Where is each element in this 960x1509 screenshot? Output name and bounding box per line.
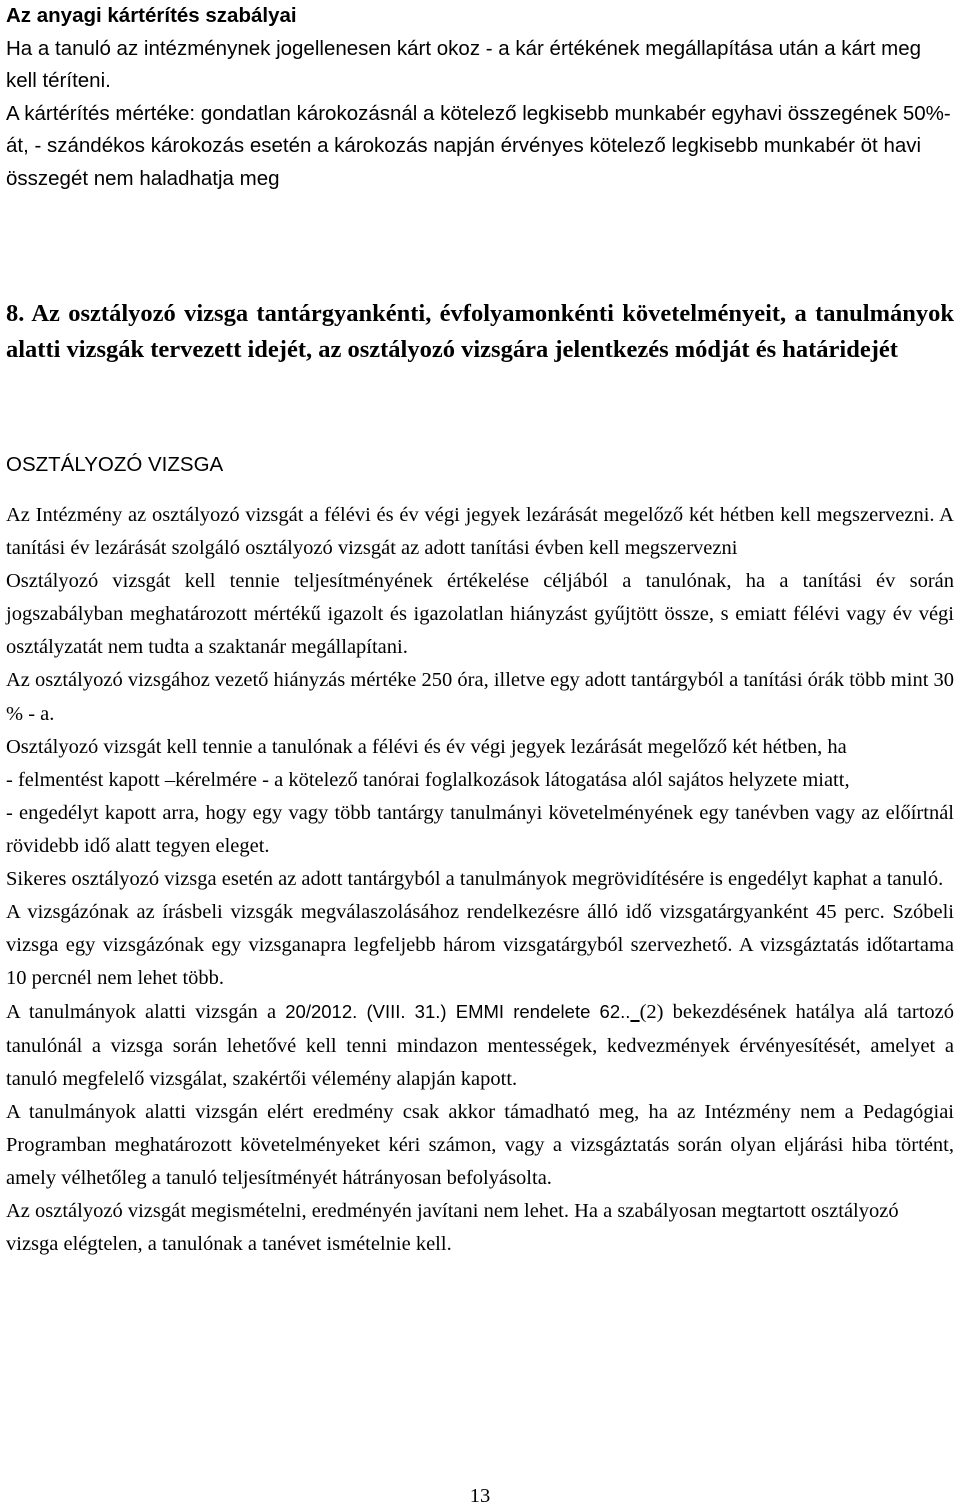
paragraph: A tanulmányok alatti vizsgán elért eredmény csak akkor támadható meg, ha az Intézmény nem a Pedagógiai Programban meghatározott követelményeket kéri számon, vagy a vizsgáztatás során olyan eljárási hiba történt, amely vélhetőleg a tanuló teljesítményét hátrányosan befolyásolta. [6, 1100, 954, 1189]
section-mark [630, 1001, 639, 1023]
section-heading: 8. Az osztályozó vizsga tantárgyankénti, évfolyamonkénti követelményeit, a tanulmányok alatti vizsgák tervezett idejét, az osztályozó vizsgára jelentkezés módját és határidejét [6, 300, 954, 363]
paragraph: A kártérítés mértéke: gondatlan károkozásnál a kötelező legkisebb munkabér egyhavi összegének 50%-át, - szándékos károkozás esetén a károkozás napján érvényes kötelező legkisebb munkabér öt havi összegét nem haladhatja meg [6, 101, 951, 190]
paragraph: Az Intézmény az osztályozó vizsgát a félévi és év végi jegyek lezárását megelőző két hétben kell megszervezni. A tanítási év lezárását szolgáló osztályozó vizsgát az adott tanítási évben kell megszervezni [6, 504, 954, 560]
paragraph: Osztályozó vizsgát kell tennie teljesítményének értékelése céljából a tanulónak, ha a tanítási év során jogszabályban meghatározott mértékű igazolt és igazolatlan hiányzást gyűjtött össze, s emiatt félévi vagy év végi osztályzatát nem tudta a szaktanár megállapítani. [6, 570, 954, 659]
exam-title: OSZTÁLYOZÓ VIZSGA [6, 453, 224, 476]
damages-section [6, 0, 954, 195]
body-text [6, 499, 954, 1261]
section-title: Az anyagi kártérítés szabályai [6, 4, 297, 27]
regulation-reference: 20/2012. (VIII. 31.) EMMI rendelete 62.. [285, 1001, 631, 1023]
paragraph: Sikeres osztályozó vizsga esetén az adott tantárgyból a tanulmányok megrövidítésére is engedélyt kaphat a tanuló. [6, 868, 944, 891]
text-run: A tanulmányok alatti vizsgán a [6, 1001, 286, 1024]
paragraph: Ha a tanuló az intézménynek jogellenesen kárt okoz - a kár értékének megállapítása után a kárt meg kell téríteni. [6, 36, 922, 92]
paragraph: - felmentést kapott –kérelmére - a kötelező tanórai foglalkozások látogatása alól sajátos helyzete miatt, [6, 768, 850, 791]
paragraph: Osztályozó vizsgát kell tennie a tanulónak a félévi és év végi jegyek lezárását megelőző két hétben, ha [6, 735, 847, 758]
text-run: (2) bekezdésének hatálya alá tartozó tanulónál a vizsga során lehetővé kell tenni mindazon mentességek, kedvezmények érvényesítését, amelyet a tanuló megfelelő vizsgálat, szakértői vélemény alapján kapott. [6, 1001, 954, 1090]
paragraph: Az osztályozó vizsgát megismételni, eredményén javítani nem lehet. Ha a szabályosan megtartott osztályozó vizsga elégtelen, a tanulónak a tanévet ismételnie kell. [6, 1199, 899, 1256]
page-number: 13 [469, 1485, 491, 1507]
paragraph: - engedélyt kapott arra, hogy egy vagy több tantárgy tanulmányi követelményének egy tanévben vagy az előírtnál rövidebb idő alatt tegyen eleget. [6, 801, 954, 857]
paragraph: A vizsgázónak az írásbeli vizsgák megválaszolásához rendelkezésre álló idő vizsgatárgyanként 45 perc. Szóbeli vizsga egy vizsgázónak egy vizsganapra legfeljebb három vizsgatárgyból szervezhető. A vizsgáztatás időtartama 10 percnél nem lehet több. [6, 901, 954, 990]
paragraph [6, 995, 954, 1095]
paragraph: Az osztályozó vizsgához vezető hiányzás mértéke 250 óra, illetve egy adott tantárgyból a tanítási órák több mint 30 % - a. [6, 669, 955, 725]
